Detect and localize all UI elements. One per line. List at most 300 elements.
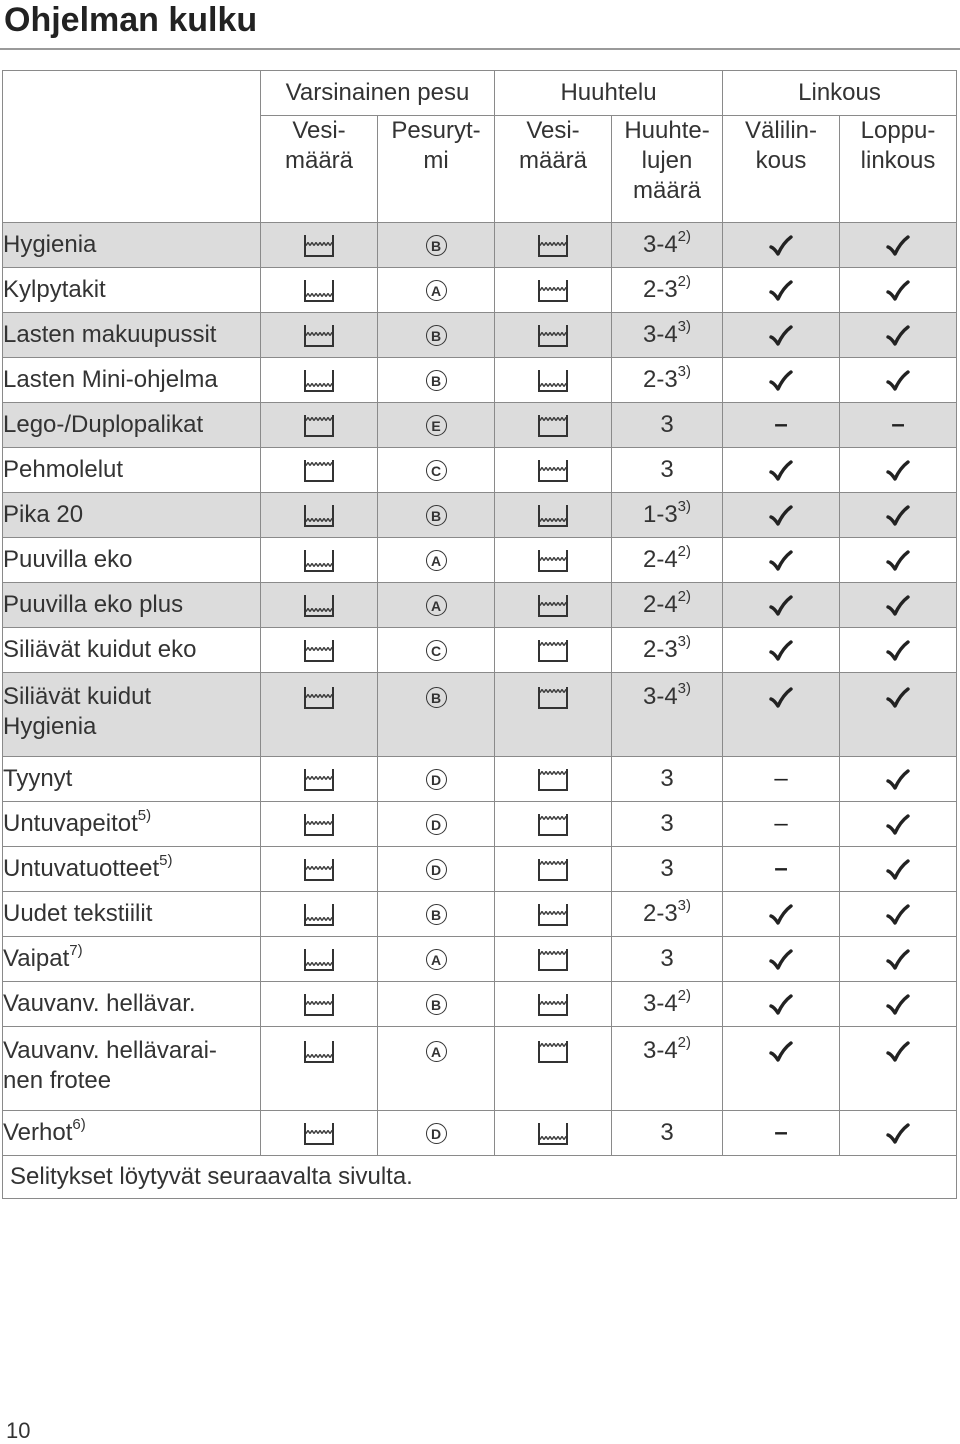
rinse-count bbox=[612, 403, 723, 448]
final-spin bbox=[840, 448, 957, 493]
rinse-count bbox=[612, 538, 723, 583]
wash-water-level bbox=[261, 802, 378, 847]
wash-water-level bbox=[261, 892, 378, 937]
wash-rhythm bbox=[378, 757, 495, 802]
check-icon bbox=[885, 594, 911, 618]
table-row bbox=[3, 673, 957, 757]
rinse-water-level bbox=[495, 403, 612, 448]
program-name bbox=[3, 892, 261, 937]
final-spin bbox=[840, 403, 957, 448]
rinse-count-value: 3 bbox=[660, 765, 674, 792]
program-name bbox=[3, 673, 261, 757]
interim-spin bbox=[723, 1027, 840, 1111]
program-name-text: Vaipat bbox=[3, 945, 70, 972]
rinse-count-value: 3 bbox=[660, 456, 674, 483]
rinse-count-value: 2-4 bbox=[642, 546, 678, 573]
rinse-count bbox=[612, 223, 723, 268]
rinse-count-footnote-ref: 2) bbox=[677, 987, 692, 1004]
table-row bbox=[3, 403, 957, 448]
rinse-water-level bbox=[495, 847, 612, 892]
final-spin bbox=[840, 223, 957, 268]
program-name-text: Puuvilla eko bbox=[3, 546, 133, 573]
interim-spin bbox=[723, 268, 840, 313]
program-name bbox=[3, 757, 261, 802]
wash-water-level bbox=[261, 448, 378, 493]
program-name-text: Verhot bbox=[3, 1119, 73, 1146]
check-icon bbox=[885, 639, 911, 663]
program-name bbox=[3, 802, 261, 847]
table-row bbox=[3, 583, 957, 628]
interim-spin bbox=[723, 628, 840, 673]
water-level-4-icon bbox=[536, 857, 570, 883]
program-name-text: Lasten Mini-ohjelma bbox=[3, 366, 218, 393]
wash-rhythm-badge: B bbox=[426, 235, 447, 256]
table-row bbox=[3, 982, 957, 1027]
rinse-count bbox=[612, 1111, 723, 1156]
program-name-text: Pehmolelut bbox=[3, 456, 124, 483]
table-row bbox=[3, 358, 957, 403]
subheader-final-spin: Loppu- linkous bbox=[840, 116, 957, 223]
rinse-water-level bbox=[495, 937, 612, 982]
wash-rhythm bbox=[378, 892, 495, 937]
rinse-water-level bbox=[495, 313, 612, 358]
rinse-count-value: 2-4 bbox=[642, 591, 678, 618]
water-level-3-icon bbox=[536, 902, 570, 928]
wash-rhythm bbox=[378, 448, 495, 493]
water-level-4-icon bbox=[536, 767, 570, 793]
water-level-4-icon bbox=[536, 638, 570, 664]
wash-water-level bbox=[261, 847, 378, 892]
water-level-3-icon bbox=[536, 992, 570, 1018]
dash-mark: – bbox=[774, 855, 788, 882]
rinse-count-footnote-ref: 3) bbox=[677, 318, 692, 335]
interim-spin bbox=[723, 538, 840, 583]
table-row bbox=[3, 538, 957, 583]
program-name-footnote-ref: 5) bbox=[159, 852, 173, 869]
program-name-text: Puuvilla eko plus bbox=[3, 591, 184, 618]
rinse-water-level bbox=[495, 757, 612, 802]
group-header-row bbox=[3, 71, 957, 116]
program-name-text: Siliävät kuidut Hygienia bbox=[3, 683, 152, 740]
rinse-count-footnote-ref: 3) bbox=[677, 498, 692, 515]
check-icon bbox=[768, 948, 794, 972]
water-level-1-icon bbox=[302, 1039, 336, 1065]
rinse-count-footnote-ref: 3) bbox=[677, 897, 692, 914]
wash-rhythm bbox=[378, 802, 495, 847]
program-name bbox=[3, 223, 261, 268]
interim-spin bbox=[723, 982, 840, 1027]
water-level-3-icon bbox=[536, 548, 570, 574]
wash-rhythm bbox=[378, 268, 495, 313]
program-table bbox=[2, 70, 957, 1199]
water-level-4-icon bbox=[536, 685, 570, 711]
water-level-1-icon bbox=[536, 1121, 570, 1147]
wash-rhythm bbox=[378, 628, 495, 673]
water-level-1-icon bbox=[302, 548, 336, 574]
rinse-count-footnote-ref: 3) bbox=[677, 633, 692, 650]
final-spin bbox=[840, 583, 957, 628]
dash-mark: – bbox=[774, 1119, 788, 1146]
program-name bbox=[3, 403, 261, 448]
table-row bbox=[3, 892, 957, 937]
wash-water-level bbox=[261, 583, 378, 628]
wash-water-level bbox=[261, 982, 378, 1027]
program-name-text: Lasten makuupussit bbox=[3, 321, 217, 348]
check-icon bbox=[885, 279, 911, 303]
rinse-count-footnote-ref: 3) bbox=[677, 680, 692, 697]
rinse-water-level bbox=[495, 1027, 612, 1111]
rinse-count-value: 2-3 bbox=[642, 636, 678, 663]
table-row bbox=[3, 1027, 957, 1111]
check-icon bbox=[885, 369, 911, 393]
rinse-count-footnote-ref: 2) bbox=[677, 1034, 692, 1051]
rinse-count bbox=[612, 313, 723, 358]
final-spin bbox=[840, 538, 957, 583]
table-row bbox=[3, 493, 957, 538]
check-icon bbox=[768, 234, 794, 258]
program-name bbox=[3, 628, 261, 673]
wash-rhythm-badge: B bbox=[426, 370, 447, 391]
interim-spin bbox=[723, 313, 840, 358]
wash-rhythm bbox=[378, 583, 495, 628]
water-level-4-icon bbox=[536, 1039, 570, 1065]
final-spin bbox=[840, 1027, 957, 1111]
program-name bbox=[3, 1111, 261, 1156]
check-icon bbox=[768, 549, 794, 573]
wash-water-level bbox=[261, 1111, 378, 1156]
interim-spin bbox=[723, 892, 840, 937]
rinse-count-value: 2-3 bbox=[642, 900, 678, 927]
program-name-footnote-ref: 7) bbox=[69, 942, 83, 959]
wash-water-level bbox=[261, 1027, 378, 1111]
water-level-3-icon bbox=[302, 323, 336, 349]
rinse-water-level bbox=[495, 448, 612, 493]
subheader-rinse-water-level: Vesi- määrä bbox=[495, 116, 612, 223]
water-level-1-icon bbox=[302, 368, 336, 394]
program-name-text: Vauvanv. hellävar. bbox=[3, 990, 196, 1017]
interim-spin bbox=[723, 1111, 840, 1156]
final-spin bbox=[840, 493, 957, 538]
water-level-3-icon bbox=[536, 323, 570, 349]
wash-rhythm bbox=[378, 847, 495, 892]
check-icon bbox=[885, 948, 911, 972]
program-name bbox=[3, 358, 261, 403]
interim-spin bbox=[723, 757, 840, 802]
dash-mark: – bbox=[774, 411, 788, 438]
table-row bbox=[3, 802, 957, 847]
check-icon bbox=[885, 1040, 911, 1064]
rinse-count-footnote-ref: 2) bbox=[677, 228, 692, 245]
program-name bbox=[3, 313, 261, 358]
program-name-text: Uudet tekstiilit bbox=[3, 900, 153, 927]
check-icon bbox=[885, 1122, 911, 1146]
check-icon bbox=[768, 639, 794, 663]
program-name bbox=[3, 448, 261, 493]
title-rule bbox=[0, 48, 960, 50]
check-icon bbox=[885, 324, 911, 348]
program-name bbox=[3, 538, 261, 583]
rinse-count bbox=[612, 358, 723, 403]
wash-rhythm bbox=[378, 673, 495, 757]
wash-water-level bbox=[261, 673, 378, 757]
wash-water-level bbox=[261, 493, 378, 538]
wash-rhythm bbox=[378, 1111, 495, 1156]
program-name-text: Untuvatuotteet bbox=[3, 855, 160, 882]
final-spin bbox=[840, 802, 957, 847]
wash-rhythm bbox=[378, 493, 495, 538]
check-icon bbox=[768, 594, 794, 618]
program-name-text: Pika 20 bbox=[3, 501, 84, 528]
wash-rhythm bbox=[378, 982, 495, 1027]
wash-rhythm-badge: D bbox=[426, 769, 447, 790]
subheader-rinse-count: Huuhte- lujen määrä bbox=[612, 116, 723, 223]
subheader-interim-spin: Välilin- kous bbox=[723, 116, 840, 223]
wash-rhythm-badge: A bbox=[426, 280, 447, 301]
program-name-text: Siliävät kuidut eko bbox=[3, 636, 197, 663]
final-spin bbox=[840, 892, 957, 937]
final-spin bbox=[840, 628, 957, 673]
rinse-water-level bbox=[495, 268, 612, 313]
rinse-count-value: 3-4 bbox=[642, 231, 678, 258]
water-level-1-icon bbox=[302, 278, 336, 304]
table-row bbox=[3, 223, 957, 268]
rinse-count-value: 3-4 bbox=[642, 321, 678, 348]
footnote: Selitykset löytyvät seuraavalta sivulta. bbox=[3, 1156, 957, 1199]
wash-rhythm-badge: D bbox=[426, 859, 447, 880]
subheader-wash-rhythm: Pesuryt- mi bbox=[378, 116, 495, 223]
water-level-1-icon bbox=[302, 593, 336, 619]
group-header-rinse: Huuhtelu bbox=[495, 71, 723, 116]
program-name bbox=[3, 847, 261, 892]
rinse-count-footnote-ref: 3) bbox=[677, 363, 692, 380]
wash-water-level bbox=[261, 937, 378, 982]
footnote-row bbox=[3, 1156, 957, 1199]
rinse-count-value: 3-4 bbox=[642, 990, 678, 1017]
wash-rhythm bbox=[378, 403, 495, 448]
final-spin bbox=[840, 673, 957, 757]
check-icon bbox=[768, 324, 794, 348]
check-icon bbox=[885, 768, 911, 792]
rinse-count bbox=[612, 493, 723, 538]
table-row bbox=[3, 847, 957, 892]
wash-rhythm-badge: A bbox=[426, 949, 447, 970]
final-spin bbox=[840, 1111, 957, 1156]
final-spin bbox=[840, 358, 957, 403]
program-name-subheader bbox=[3, 116, 261, 223]
water-level-3-icon bbox=[536, 233, 570, 259]
rinse-count bbox=[612, 448, 723, 493]
final-spin bbox=[840, 847, 957, 892]
table-row bbox=[3, 1111, 957, 1156]
check-icon bbox=[768, 686, 794, 710]
rinse-water-level bbox=[495, 358, 612, 403]
check-icon bbox=[885, 234, 911, 258]
program-name bbox=[3, 982, 261, 1027]
wash-water-level bbox=[261, 538, 378, 583]
water-level-3-icon bbox=[302, 812, 336, 838]
rinse-water-level bbox=[495, 673, 612, 757]
check-icon bbox=[885, 993, 911, 1017]
interim-spin bbox=[723, 583, 840, 628]
group-header-main-wash: Varsinainen pesu bbox=[261, 71, 495, 116]
program-name bbox=[3, 937, 261, 982]
check-icon bbox=[885, 549, 911, 573]
rinse-water-level bbox=[495, 223, 612, 268]
program-rows bbox=[3, 223, 957, 1156]
table-row bbox=[3, 313, 957, 358]
program-name bbox=[3, 1027, 261, 1111]
check-icon bbox=[885, 686, 911, 710]
rinse-count-value: 3 bbox=[660, 810, 674, 837]
wash-rhythm-badge: D bbox=[426, 814, 447, 835]
final-spin bbox=[840, 313, 957, 358]
water-level-3-icon bbox=[536, 593, 570, 619]
check-icon bbox=[768, 279, 794, 303]
water-level-3-icon bbox=[302, 638, 336, 664]
rinse-count bbox=[612, 268, 723, 313]
rinse-count bbox=[612, 757, 723, 802]
water-level-1-icon bbox=[536, 368, 570, 394]
interim-spin bbox=[723, 673, 840, 757]
rinse-count bbox=[612, 1027, 723, 1111]
rinse-count-value: 2-3 bbox=[642, 276, 678, 303]
table-row bbox=[3, 268, 957, 313]
rinse-count bbox=[612, 892, 723, 937]
program-name-text: Tyynyt bbox=[3, 765, 73, 792]
wash-rhythm-badge: B bbox=[426, 505, 447, 526]
water-level-3-icon bbox=[302, 767, 336, 793]
wash-rhythm-badge: C bbox=[426, 460, 447, 481]
group-header-spin: Linkous bbox=[723, 71, 957, 116]
table-row bbox=[3, 628, 957, 673]
wash-rhythm-badge: B bbox=[426, 687, 447, 708]
rinse-count-value: 3-4 bbox=[642, 683, 678, 710]
page-title: Ohjelman kulku bbox=[4, 1, 258, 39]
dash-mark: – bbox=[891, 411, 905, 438]
check-icon bbox=[768, 369, 794, 393]
rinse-water-level bbox=[495, 628, 612, 673]
wash-water-level bbox=[261, 313, 378, 358]
check-icon bbox=[885, 459, 911, 483]
rinse-count-value: 3 bbox=[660, 855, 674, 882]
interim-spin bbox=[723, 448, 840, 493]
wash-rhythm-badge: B bbox=[426, 994, 447, 1015]
rinse-water-level bbox=[495, 538, 612, 583]
water-level-3-icon bbox=[302, 233, 336, 259]
interim-spin bbox=[723, 493, 840, 538]
wash-water-level bbox=[261, 223, 378, 268]
check-icon bbox=[768, 903, 794, 927]
water-level-4-icon bbox=[302, 458, 336, 484]
water-level-1-icon bbox=[302, 902, 336, 928]
interim-spin bbox=[723, 223, 840, 268]
table-row bbox=[3, 448, 957, 493]
water-level-3-icon bbox=[536, 458, 570, 484]
wash-water-level bbox=[261, 268, 378, 313]
water-level-4-icon bbox=[536, 947, 570, 973]
final-spin bbox=[840, 757, 957, 802]
interim-spin bbox=[723, 403, 840, 448]
wash-rhythm-badge: D bbox=[426, 1123, 447, 1144]
rinse-count-value: 3 bbox=[660, 945, 674, 972]
rinse-water-level bbox=[495, 493, 612, 538]
wash-rhythm-badge: A bbox=[426, 595, 447, 616]
check-icon bbox=[885, 504, 911, 528]
check-icon bbox=[885, 903, 911, 927]
wash-rhythm-badge: C bbox=[426, 640, 447, 661]
program-name bbox=[3, 493, 261, 538]
rinse-count-value: 3 bbox=[660, 411, 674, 438]
check-icon bbox=[768, 1040, 794, 1064]
wash-rhythm-badge: A bbox=[426, 550, 447, 571]
water-level-4-icon bbox=[302, 413, 336, 439]
rinse-count-value: 1-3 bbox=[642, 501, 678, 528]
final-spin bbox=[840, 268, 957, 313]
wash-rhythm-badge: E bbox=[426, 415, 447, 436]
interim-spin bbox=[723, 937, 840, 982]
rinse-count bbox=[612, 847, 723, 892]
wash-rhythm bbox=[378, 538, 495, 583]
wash-rhythm bbox=[378, 223, 495, 268]
program-name-text: Lego-/Duplopalikat bbox=[3, 411, 204, 438]
program-name bbox=[3, 583, 261, 628]
check-icon bbox=[768, 993, 794, 1017]
program-name-header bbox=[3, 71, 261, 116]
final-spin bbox=[840, 937, 957, 982]
water-level-3-icon bbox=[302, 992, 336, 1018]
check-icon bbox=[885, 858, 911, 882]
rinse-water-level bbox=[495, 802, 612, 847]
interim-spin bbox=[723, 847, 840, 892]
water-level-3-icon bbox=[302, 857, 336, 883]
rinse-water-level bbox=[495, 1111, 612, 1156]
wash-rhythm bbox=[378, 358, 495, 403]
water-level-3-icon bbox=[302, 685, 336, 711]
wash-rhythm bbox=[378, 313, 495, 358]
program-name-text: Untuvapeitot bbox=[3, 810, 138, 837]
dash-mark: – bbox=[774, 765, 788, 792]
water-level-4-icon bbox=[536, 413, 570, 439]
rinse-count-value: 2-3 bbox=[642, 366, 678, 393]
rinse-count bbox=[612, 583, 723, 628]
check-icon bbox=[885, 813, 911, 837]
rinse-count bbox=[612, 802, 723, 847]
check-icon bbox=[768, 459, 794, 483]
water-level-4-icon bbox=[536, 812, 570, 838]
rinse-count-footnote-ref: 2) bbox=[677, 588, 692, 605]
wash-rhythm-badge: B bbox=[426, 904, 447, 925]
wash-rhythm-badge: A bbox=[426, 1041, 447, 1062]
sub-header-row bbox=[3, 116, 957, 223]
water-level-1-icon bbox=[536, 503, 570, 529]
rinse-count bbox=[612, 628, 723, 673]
program-name bbox=[3, 268, 261, 313]
rinse-count-value: 3-4 bbox=[642, 1037, 678, 1064]
subheader-water-level: Vesi- määrä bbox=[261, 116, 378, 223]
check-icon bbox=[768, 504, 794, 528]
program-name-footnote-ref: 6) bbox=[72, 1116, 86, 1133]
rinse-count-footnote-ref: 2) bbox=[677, 543, 692, 560]
water-level-1-icon bbox=[302, 503, 336, 529]
wash-water-level bbox=[261, 757, 378, 802]
wash-water-level bbox=[261, 628, 378, 673]
rinse-count-value: 3 bbox=[660, 1119, 674, 1146]
final-spin bbox=[840, 982, 957, 1027]
water-level-3-icon bbox=[302, 1121, 336, 1147]
dash-mark: – bbox=[774, 810, 788, 837]
rinse-count bbox=[612, 673, 723, 757]
wash-water-level bbox=[261, 403, 378, 448]
